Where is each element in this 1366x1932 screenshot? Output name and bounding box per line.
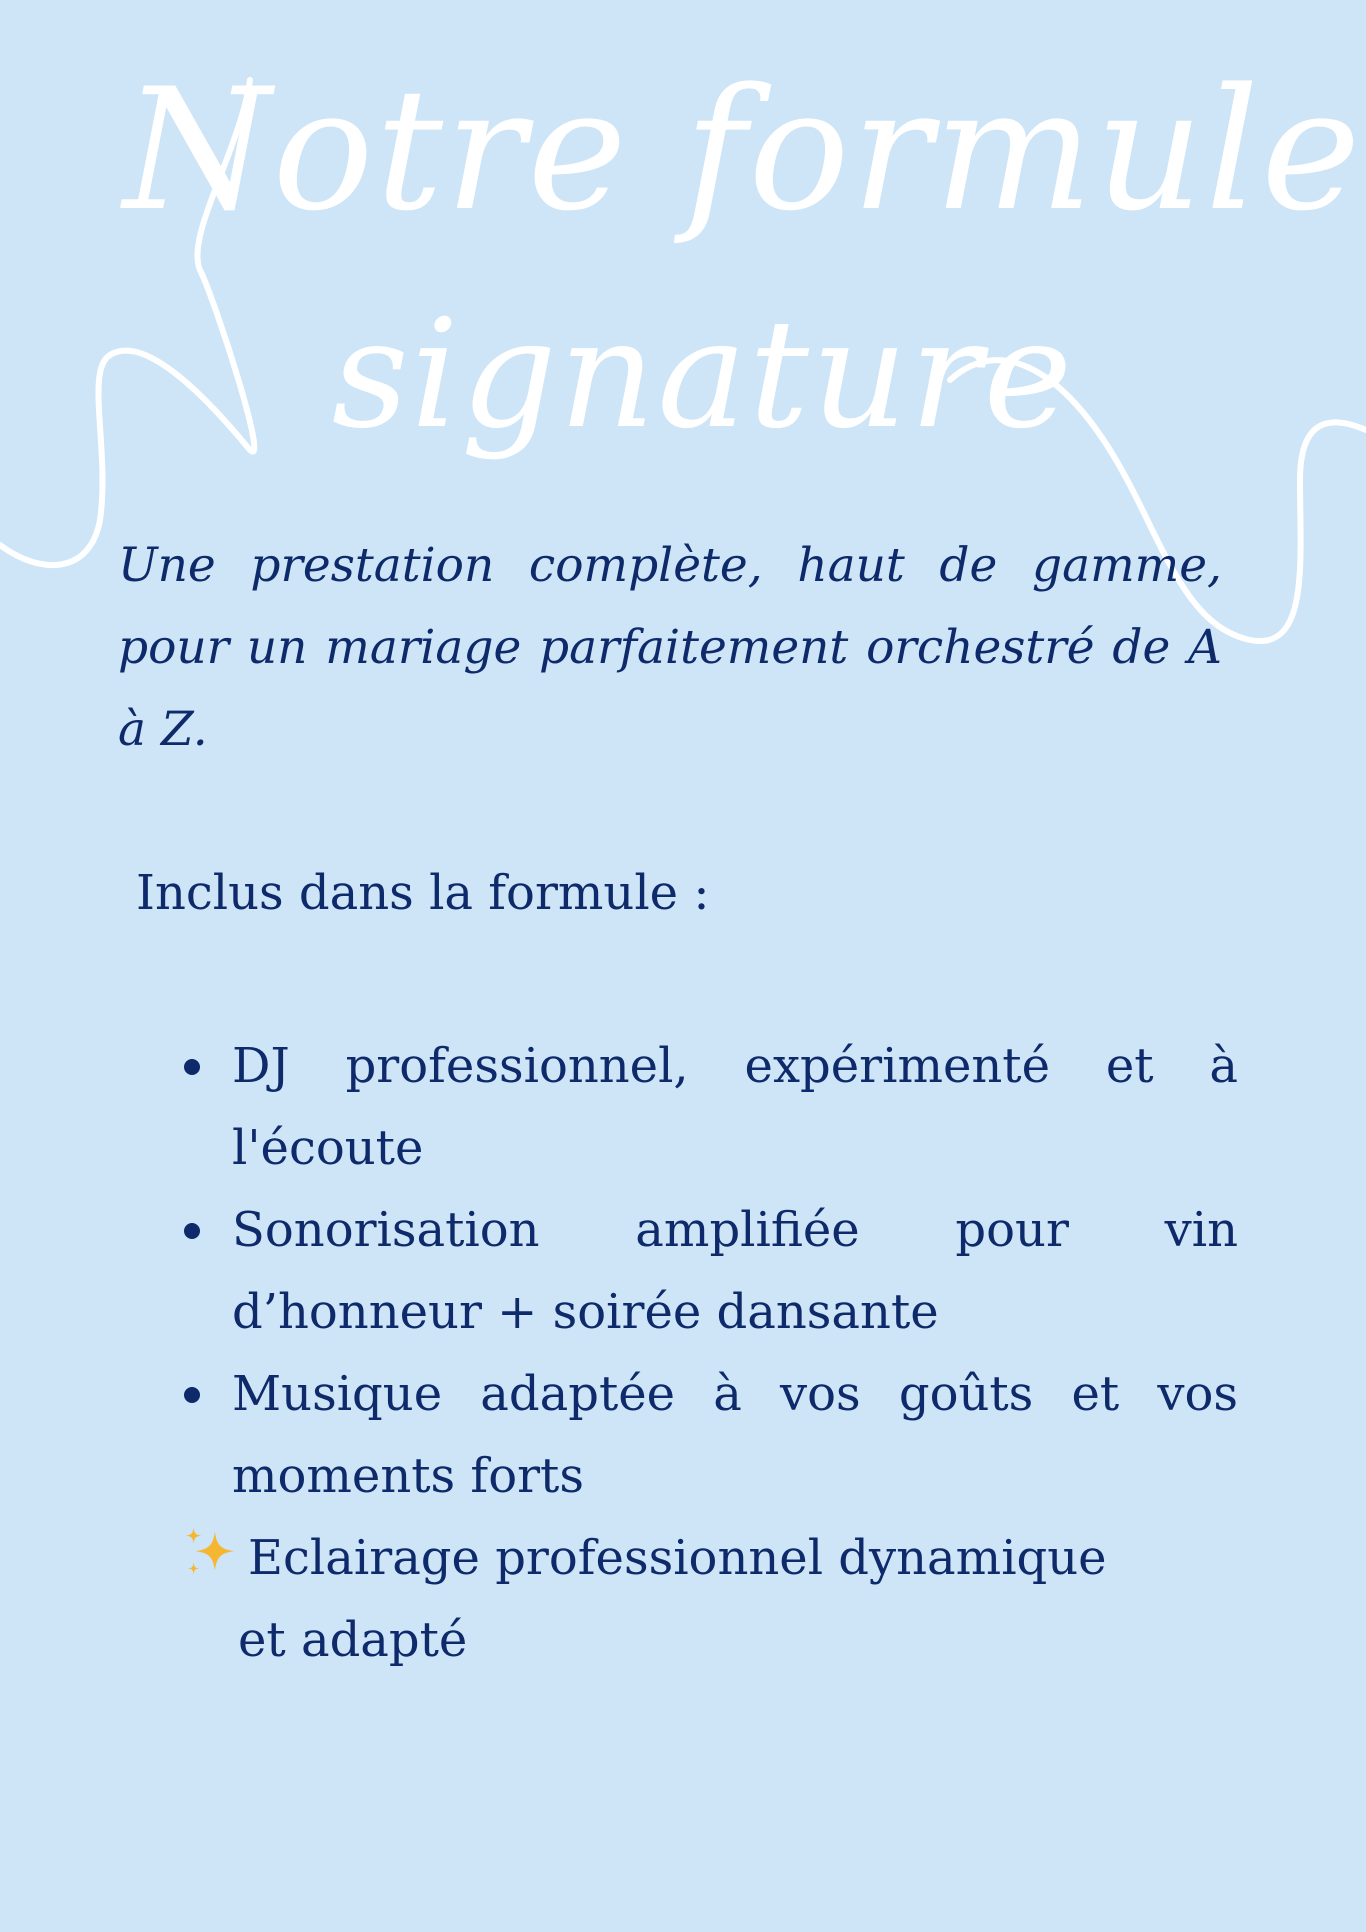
feature-item-dj [180,1025,1238,1189]
sparkles-icon [182,1524,240,1582]
feature-item-label-continued: et adapté [238,1612,468,1668]
bullet-icon [184,1387,200,1403]
bullet-icon [184,1223,200,1239]
feature-item-label: Eclairage professionnel dynamique [248,1530,1107,1586]
feature-item-label: Musique adaptée à vos goûts et vos moments forts [232,1366,1238,1504]
feature-item-sound [180,1189,1238,1353]
feature-item-label: DJ professionnel, expérimenté et à l'écoute [232,1038,1238,1176]
feature-item-label: Sonorisation amplifiée pour vin d’honneur + soirée dansante [232,1202,1238,1340]
feature-item-lighting [182,1517,1232,1681]
page-title-line1: Notre formule [123,52,1363,248]
feature-item-music [180,1353,1238,1517]
feature-list [180,1025,1238,1517]
bullet-icon [184,1059,200,1075]
included-heading: Inclus dans la formule : [136,865,710,921]
page-title-line2: signature [331,288,1075,462]
intro-paragraph: Une prestation complète, haut de gamme, pour un mariage parfaitement orchestré de A à Z. [118,538,1222,757]
